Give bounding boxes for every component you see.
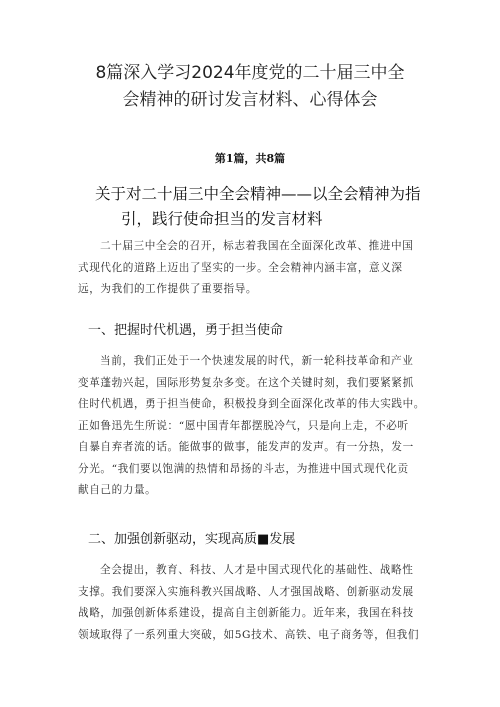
document-title-line-2: 会精神的研讨发言材料、心得体会 [122,90,378,110]
paragraph-line: 住时代机遇，勇于担当使命，积极投身到全面深化改革的伟大实践中。 [78,398,426,410]
paragraph-line: 支撑。我们要深入实施科教兴国战略、人才强国战略、创新驱动发展 [78,585,414,598]
paragraph-line: 分光。“我们要以饱满的热情和昂扬的斗志，为推进中国式现代化贡 [78,462,409,475]
document-title-line-1: 8篇深入学习2024年度党的二十届三中全 [95,63,405,83]
paragraph-line: 远，为我们的工作提供了重要指导。 [78,283,258,295]
article-title-line-2: 引，践行使命担当的发言材料 [121,210,323,228]
paragraph-line: 当前，我们正处于一个快速发展的时代，新一轮科技革命和产业 [100,355,414,367]
paragraph-line: 二十届三中全会的召开，标志着我国在全面深化改革、推进中国 [100,240,414,252]
paragraph-line: 战略，加强创新体系建设，提高自主创新能力。近年来，我国在科技 [78,607,414,619]
section-2-paragraph [78,560,430,646]
paragraph-line: 正如鲁迅先生所说：“愿中国青年都摆脱冷气，只是向上走，不必听 [78,419,409,432]
section-1-paragraph [78,351,430,502]
section-heading-1: 一、把握时代机遇，勇于担当使命 [88,323,284,338]
paragraph-line: 自暴自弃者流的话。能做事的做事，能发声的发声。有一分热，发一 [78,441,414,453]
paragraph-line: 全会提出，教育、科技、人才是中国式现代化的基础性、战略性 [100,564,414,576]
paragraph-line: 式现代化的道路上迈出了坚实的一步。全会精神内涵丰富，意义深 [78,261,403,274]
article-title-line-1: 关于对二十届三中全会精神——以全会精神为指 [95,185,421,203]
section-heading-2: 二、加强创新驱动，实现高质■发展 [88,532,296,547]
paragraph-line: 领域取得了一系列重大突破，如5G技术、高铁、电子商务等，但我们 [78,628,420,641]
section-count: 第1篇，共8篇 [214,152,286,165]
article-title [95,182,425,232]
paragraph-line: 献自己的力量。 [78,484,157,496]
intro-paragraph [78,236,430,301]
document-title [60,60,440,114]
paragraph-line: 变革蓬勃兴起，国际形势复杂多变。在这个关键时刻，我们要紧紧抓 [78,376,414,389]
